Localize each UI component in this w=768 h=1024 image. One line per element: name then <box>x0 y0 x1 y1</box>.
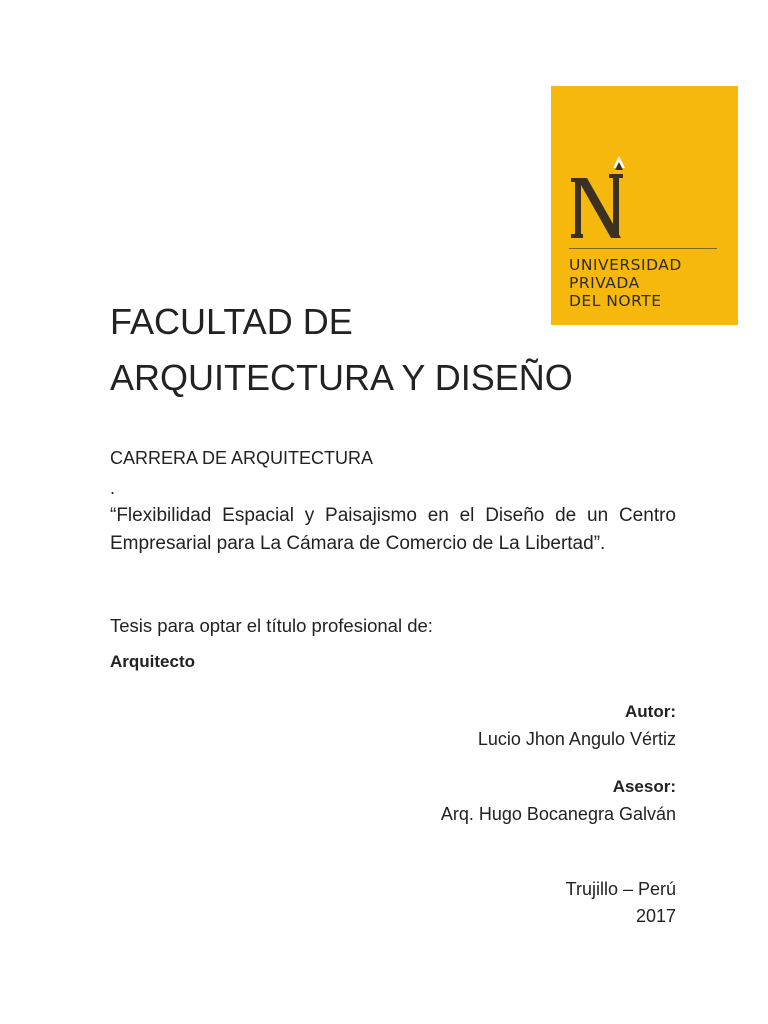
advisor-label: Asesor: <box>612 777 676 796</box>
thesis-title: “Flexibilidad Espacial y Paisajismo en el Diseño de un Centro Empresarial para La Cámara de Comercio de La Libertad”. <box>110 505 676 554</box>
logo-line-1: UNIVERSIDAD <box>569 256 682 274</box>
faculty-title <box>110 294 573 406</box>
separator-dot: . <box>110 478 116 498</box>
author-label: Autor: <box>625 702 676 721</box>
degree-title: Arquitecto <box>110 652 195 671</box>
logo-line-2: PRIVADA <box>569 274 640 292</box>
advisor-name: Arq. Hugo Bocanegra Galván <box>440 804 676 824</box>
faculty-title-line-1: FACULTAD DE <box>110 301 353 342</box>
author-name: Lucio Jhon Angulo Vértiz <box>477 729 676 749</box>
logo-line-3: DEL NORTE <box>569 292 662 310</box>
year: 2017 <box>635 906 676 926</box>
logo-wordmark <box>569 256 729 310</box>
career-name: CARRERA DE ARQUITECTURA <box>110 448 374 468</box>
faculty-title-line-2: ARQUITECTURA Y DISEÑO <box>110 357 573 398</box>
logo-divider <box>569 248 717 249</box>
degree-label: Tesis para optar el título profesional de: <box>110 615 433 636</box>
university-logo <box>551 86 738 325</box>
upn-n-logo-icon <box>569 156 633 246</box>
place: Trujillo – Perú <box>565 879 676 899</box>
